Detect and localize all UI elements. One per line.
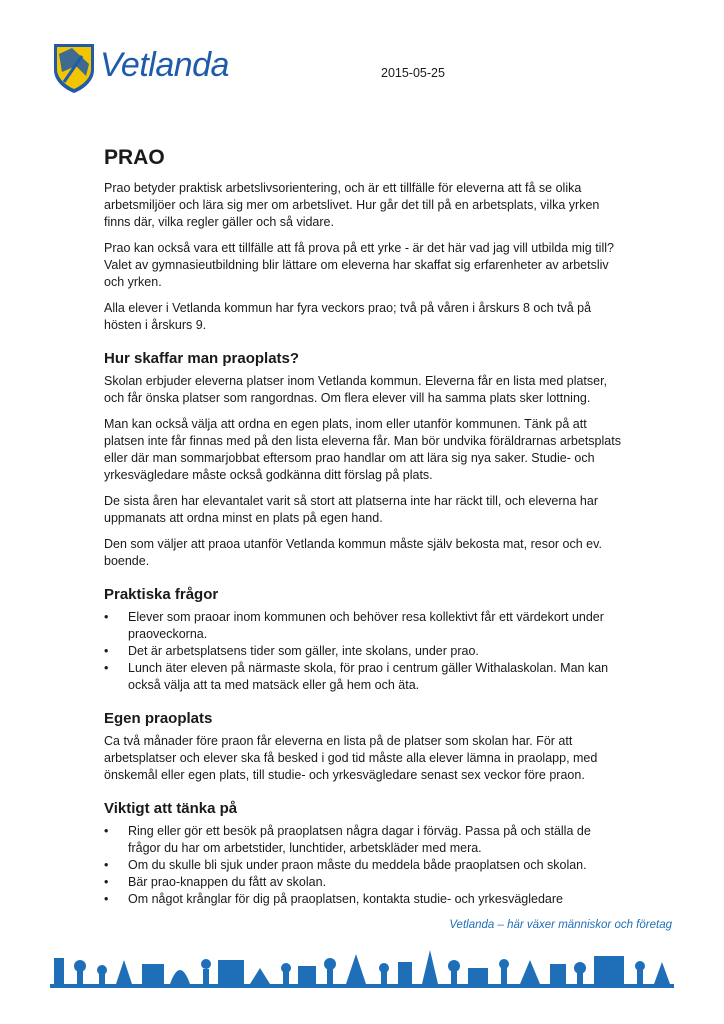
- document-body: [104, 146, 624, 916]
- list-item-text: Lunch äter eleven på närmaste skola, för prao i centrum gäller Withalaskolan. Man kan också välja att ta med matsäck eller gå hem och äta.: [128, 661, 609, 692]
- bullet-icon: •: [104, 824, 109, 838]
- list-item-text: Ring eller gör ett besök på praoplatsen några dagar i förväg. Passa på och ställa de frågor du har om arbetstider, lunchtider, arbetskläder med mera.: [128, 824, 591, 855]
- list-item-text: Det är arbetsplatsens tider som gäller, inte skolans, under prao.: [128, 644, 479, 658]
- document-date: 2015-05-25: [381, 66, 445, 80]
- list-item: [104, 874, 624, 891]
- bullet-icon: •: [104, 875, 109, 889]
- list-item-text: Bär prao-knappen du fått av skolan.: [128, 875, 327, 889]
- section-heading-praktiska-fragor: Praktiska frågor: [104, 586, 219, 603]
- bullet-icon: •: [104, 661, 109, 675]
- section-heading-egen-praoplats: Egen praoplats: [104, 710, 213, 727]
- list-item: [104, 891, 624, 908]
- intro-paragraph: Prao kan också vara ett tillfälle att få prova på ett yrke - är det här vad jag vill utbilda mig till? Valet av gymnasieutbildning blir lättare om eleverna har skaffat sig erfarenheter av arbetsliv och yrken.: [104, 241, 614, 289]
- section-heading-viktigt: Viktigt att tänka på: [104, 800, 238, 817]
- bullet-list: [104, 823, 624, 908]
- section-paragraph: Den som väljer att praoa utanför Vetlanda kommun måste själv bekosta mat, resor och ev. boende.: [104, 537, 602, 568]
- list-item: [104, 823, 624, 857]
- brand-name: Vetlanda: [100, 46, 229, 84]
- intro-paragraph: Prao betyder praktisk arbetslivsorientering, och är ett tillfälle för eleverna att få se olika arbetsmiljöer och lära sig mer om arbetslivet. Hur går det till på en arbetsplats, vilka yrken finns där, vilka regler gäller och så vidare.: [104, 181, 600, 229]
- list-item: [104, 857, 624, 874]
- coat-of-arms-icon: [52, 42, 96, 94]
- list-item-text: Elever som praoar inom kommunen och behöver resa kollektivt får ett värdekort under praoveckorna.: [128, 610, 604, 641]
- section-paragraph: Man kan också välja att ordna en egen plats, inom eller utanför kommunen. Tänk på att platsen inte får finnas med på den lista eleverna får. Man bör undvika föräldrarnas arbetsplats eller där man sommarjobbat eftersom prao handlar om att lära sig nya saker. Studie- och yrkesvägledare måste också godkänna ditt förslag på plats.: [104, 417, 621, 482]
- bullet-icon: •: [104, 892, 109, 906]
- list-item-text: Om du skulle bli sjuk under praon måste du meddela både praoplatsen och skolan.: [128, 858, 587, 872]
- list-item: [104, 609, 624, 643]
- section-paragraph: Skolan erbjuder eleverna platser inom Vetlanda kommun. Eleverna får en lista med platser, och får önska platser som rangordnas. Om flera elever vill ha samma plats sker lottning.: [104, 374, 608, 405]
- bullet-icon: •: [104, 644, 109, 658]
- footer-tagline: Vetlanda – här växer människor och företag: [449, 919, 672, 931]
- section-paragraph: Ca två månader före praon får eleverna en lista på de platser som skolan har. För att arbetsplatser och elever ska få besked i god tid måste alla elever lämna in praolapp, med önskemål eller egen plats, till studie- och yrkesvägledare senast sex veckor före praon.: [104, 734, 598, 782]
- document-title: PRAO: [104, 146, 165, 169]
- section-heading-praoplats: Hur skaffar man praoplats?: [104, 350, 300, 367]
- bullet-icon: •: [104, 858, 109, 872]
- section-paragraph: De sista åren har elevantalet varit så stort att platserna inte har räckt till, och eleverna har uppmanats att ordna minst en plats på egen hand.: [104, 494, 598, 525]
- bullet-list: [104, 609, 624, 694]
- bullet-icon: •: [104, 610, 109, 624]
- list-item: [104, 660, 624, 694]
- intro-paragraph: Alla elever i Vetlanda kommun har fyra veckors prao; två på våren i årskurs 8 och två på hösten i årskurs 9.: [104, 301, 592, 332]
- list-item-text: Om något krånglar för dig på praoplatsen, kontakta studie- och yrkesvägledare: [128, 892, 563, 906]
- list-item: [104, 643, 624, 660]
- footer-illustration-icon: [50, 946, 674, 990]
